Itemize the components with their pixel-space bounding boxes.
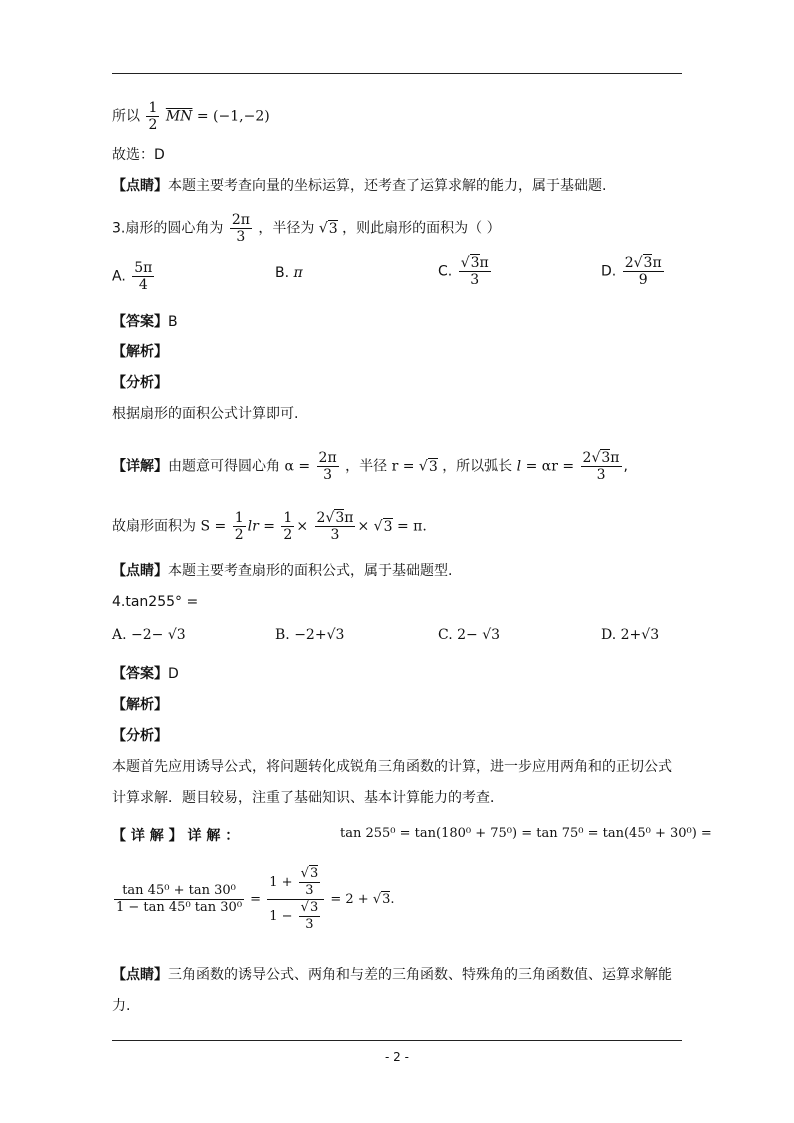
q2-answer-line: 故选：D [112, 147, 165, 163]
arc-fraction: $\frac{2√3\pi}{3}$ [582, 450, 620, 483]
header-rule [112, 73, 682, 74]
answer-tag: 【答案】 [112, 314, 168, 330]
conclusion-prefix: 所以 [112, 108, 140, 125]
half-fraction: $\frac{1}{2}$ [148, 100, 158, 133]
option-expr: −2+√3 [294, 627, 345, 643]
q4-comment-2: 力. [112, 998, 131, 1014]
option-letter: C. [438, 263, 453, 280]
q3-option-a [112, 260, 156, 293]
comment-text: 本题主要考查向量的坐标运算，还考查了运算求解的能力，属于基础题. [168, 178, 607, 194]
option-expr: $\frac{2√3\pi}{9}$ [624, 255, 662, 288]
vector-mn: $\overline{MN}$ [165, 108, 193, 125]
q2-comment [112, 176, 606, 196]
q4-detail [112, 826, 239, 846]
stem-prefix: 3.扇形的圆心角为 [112, 220, 224, 237]
detail-text: ，半径 [345, 458, 388, 475]
area-prefix: 故扇形面积为 [112, 518, 196, 535]
q3-option-c [438, 255, 493, 288]
detail-tag: 【 详 解 】 详 解 ： [112, 828, 240, 844]
detail-text: ，所以弧长 [442, 458, 513, 475]
option-letter: D. [601, 627, 617, 643]
option-letter: B. [275, 627, 290, 643]
option-expr: $\frac{5\pi}{4}$ [134, 260, 153, 293]
page-number: - 2 - [385, 1050, 409, 1064]
q3-analysis-tag: 【解析】 [112, 344, 168, 360]
q3-option-b [275, 265, 303, 281]
q3-answer [112, 312, 178, 332]
option-expr: $\frac{√3\pi}{3}$ [460, 255, 489, 288]
stem-suffix: ，则此扇形的面积为（ ） [342, 220, 501, 237]
option-letter: C. [438, 627, 453, 643]
q4-detail-eq: tan 255⁰ = tan(180⁰ + 75⁰) = tan 75⁰ = tan(45⁰ + 30⁰) = [340, 826, 712, 841]
comment-tag: 【点睛】 [112, 563, 168, 579]
q3-stem [112, 212, 501, 245]
detail-tag: 【详解】 [112, 458, 168, 475]
footer-rule [112, 1040, 682, 1041]
q4-answer [112, 664, 179, 684]
stem-middle: ，半径为 [258, 220, 315, 237]
radius-value: √3 [318, 220, 338, 237]
q4-fenxi-tag: 【分析】 [112, 728, 168, 744]
q3-area: 故扇形面积为 S = $\frac{1}{2}$ lr = $\frac{1}{2}$ × $\frac{2√3\pi}{3}$ × √3 = π. [112, 510, 427, 543]
answer-tag: 【答案】 [112, 666, 168, 682]
q4-option-a [112, 627, 186, 643]
comment-tag: 【点睛】 [112, 178, 168, 194]
angle-fraction: $\frac{2\pi}{3}$ [318, 450, 337, 483]
angle-fraction: $\frac{2\pi}{3}$ [231, 212, 250, 245]
option-expr: π [293, 265, 303, 281]
q4-option-c [438, 627, 500, 643]
q3-option-d [601, 255, 666, 288]
detail-text: 由题意可得圆心角 [168, 458, 280, 475]
option-letter: A. [112, 627, 127, 643]
comment-text: 本题主要考查扇形的面积公式，属于基础题型. [168, 563, 453, 579]
q3-fenxi-tag: 【分析】 [112, 375, 168, 391]
q4-fenxi-text-1: 本题首先应用诱导公式，将问题转化成锐角三角函数的计算，进一步应用两角和的正切公式 [112, 759, 672, 775]
answer-value: B [168, 314, 178, 330]
q4-stem: 4.tan255° = [112, 594, 199, 610]
answer-value: D [168, 666, 179, 682]
q3-comment [112, 561, 452, 581]
option-expr: 2+√3 [620, 627, 660, 643]
q4-final-eq: $\frac{\text{tan 45⁰ + tan 30⁰}}{\text{1 − tan 45⁰ tan 30⁰}}$ = 1 + $\frac{√3}{3}$ 1 − $\frac{√3}{3}$ = 2 + √3. [116, 866, 395, 932]
conclusion-value: = (−1,−2) [196, 108, 270, 125]
q4-fenxi-text-2: 计算求解．题目较易，注重了基础知识、基本计算能力的考查． [112, 790, 504, 806]
option-letter: D. [601, 263, 617, 280]
option-expr: 2− √3 [457, 627, 501, 643]
q4-option-d [601, 627, 659, 643]
q2-conclusion [112, 100, 270, 133]
option-letter: B. [275, 265, 290, 281]
q3-fenxi-text: 根据扇形的面积公式计算即可. [112, 406, 299, 422]
q4-comment-1 [112, 965, 672, 985]
q4-analysis-tag: 【解析】 [112, 697, 168, 713]
option-expr: −2− √3 [131, 627, 186, 643]
option-letter: A. [112, 268, 126, 285]
q4-option-b [275, 627, 344, 643]
comment-tag: 【点睛】 [112, 967, 168, 983]
q3-detail: 【详解】由题意可得圆心角 α = $\frac{2\pi}{3}$ ，半径 r = √3 ，所以弧长 l = αr = $\frac{2√3\pi}{3}$ , [112, 450, 628, 483]
comment-text: 三角函数的诱导公式、两角和与差的三角函数、特殊角的三角函数值、运算求解能 [168, 967, 672, 983]
